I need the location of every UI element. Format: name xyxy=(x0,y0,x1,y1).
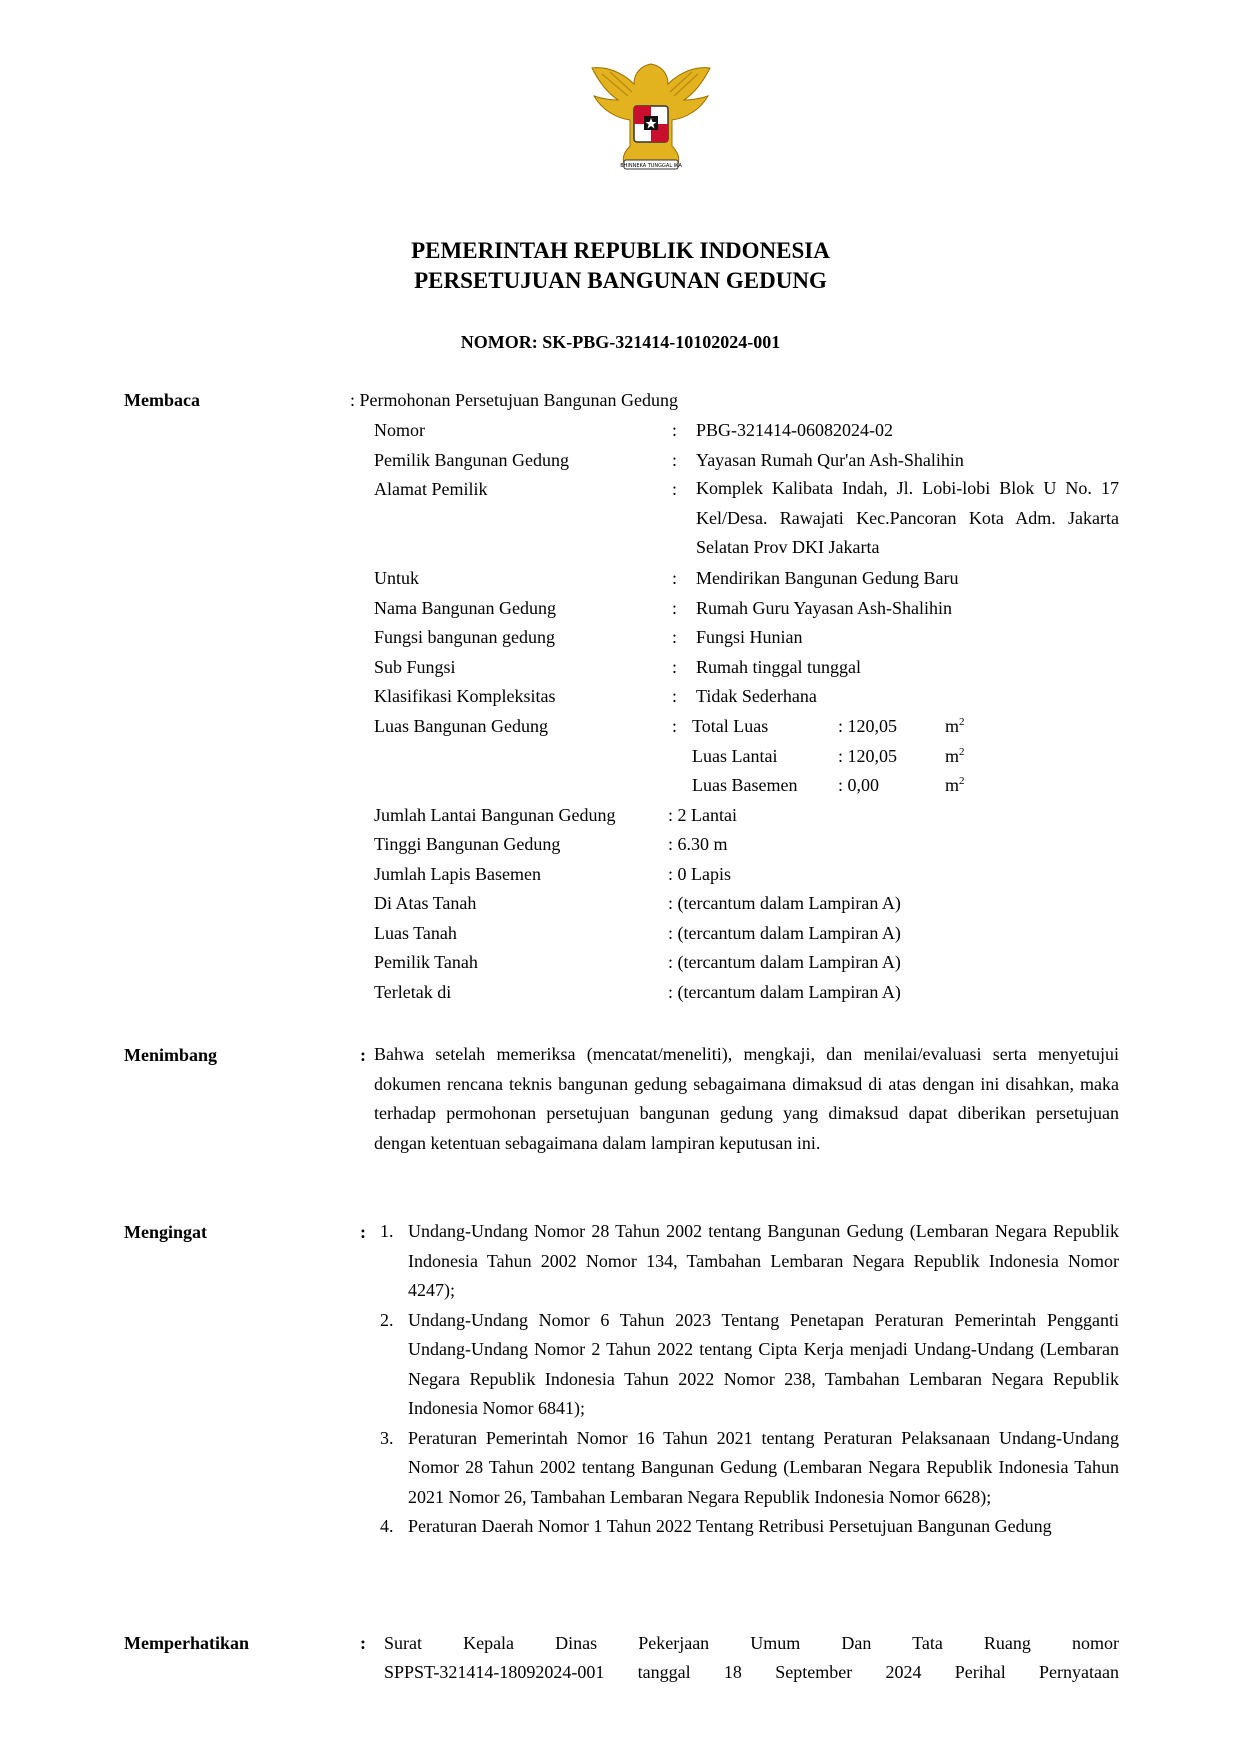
list-item: 4. Peraturan Daerah Nomor 1 Tahun 2022 Tentang Retribusi Persetujuan Bangunan Gedung xyxy=(380,1516,1052,1536)
field-label: Fungsi bangunan gedung xyxy=(374,627,555,647)
list-item: 3. Peraturan Pemerintah Nomor 16 Tahun 2021 tentang Peraturan Pelaksanaan Undang-Undang Nomor 28 Tahun 2002 tentang Bangunan Gedung (Lembaran Negara Republik Indonesia Tahun 2021 Nomor 26, Tambahan Lembaran Negara Republik Indonesia Nomor 6628); xyxy=(380,1427,1119,1507)
field-value: : 2 Lantai xyxy=(668,805,737,825)
luas-value: : 0,00 xyxy=(838,775,880,795)
document-title xyxy=(0,236,1241,296)
field-value: Tidak Sederhana xyxy=(696,686,817,706)
list-item: 1. Undang-Undang Nomor 28 Tahun 2002 tentang Bangunan Gedung (Lembaran Negara Republik Indonesia Tahun 2002 Nomor 134, Tambahan Lembaran Negara Republik Indonesia Nomor 4247); xyxy=(380,1221,1119,1300)
luas-unit: $m^2$ xyxy=(945,775,965,795)
field-value: : (tercantum dalam Lampiran A) xyxy=(668,893,901,913)
luas-value: : 120,05 xyxy=(838,746,898,766)
garuda-emblem-icon xyxy=(588,60,714,178)
menimbang-text: Bahwa setelah memeriksa (mencatat/meneliti), mengkaji, dan menilai/evaluasi serta menyetujui dokumen rencana teknis bangunan gedung sebagaimana dimaksud di atas dengan ini disahkan, maka terhadap permohonan persetujuan bangunan gedung yang dimaksud dapat diberikan persetujuan dengan ketentuan sebagaimana dalam lampiran keputusan ini. xyxy=(374,1044,1119,1153)
field-value: : 6.30 m xyxy=(668,834,728,854)
field-value: Rumah tinggal tunggal xyxy=(696,657,861,677)
section-label-menimbang: Menimbang xyxy=(124,1045,218,1065)
field-value: : (tercantum dalam Lampiran A) xyxy=(668,923,901,943)
field-label: Nomor xyxy=(374,420,425,440)
field-label: Luas Tanah xyxy=(374,923,457,943)
field-label: Tinggi Bangunan Gedung xyxy=(374,834,561,854)
mengingat-list xyxy=(380,1217,1119,1542)
section-label-mengingat: Mengingat xyxy=(124,1222,207,1242)
luas-label: Total Luas xyxy=(692,716,769,736)
field-label: Jumlah Lantai Bangunan Gedung xyxy=(374,805,616,825)
field-value: Yayasan Rumah Qur'an Ash-Shalihin xyxy=(696,450,964,470)
field-value: : (tercantum dalam Lampiran A) xyxy=(668,952,901,972)
field-label: Alamat Pemilik xyxy=(374,479,488,499)
field-value: Mendirikan Bangunan Gedung Baru xyxy=(696,568,959,588)
field-label: Nama Bangunan Gedung xyxy=(374,598,556,618)
section-label-membaca: Membaca xyxy=(124,390,200,410)
field-value: : (tercantum dalam Lampiran A) xyxy=(668,982,901,1002)
list-item: 2. Undang-Undang Nomor 6 Tahun 2023 Tentang Penetapan Peraturan Pemerintah Pengganti Undang-Undang Nomor 2 Tahun 2022 tentang Cipta Kerja menjadi Undang-Undang (Lembaran Negara Republik Indonesia Tahun 2022 Nomor 238, Tambahan Lembaran Negara Republik Indonesia Nomor 6841); xyxy=(380,1309,1119,1418)
field-value: : 0 Lapis xyxy=(668,864,731,884)
field-value: PBG-321414-06082024-02 xyxy=(696,420,893,440)
luas-value: : 120,05 xyxy=(838,716,898,736)
emblem-motto: BHINNEKA TUNGGAL IKA xyxy=(620,163,682,169)
field-label: Di Atas Tanah xyxy=(374,893,477,913)
title-line-2: PERSETUJUAN BANGUNAN GEDUNG xyxy=(414,268,827,293)
field-value-address: Komplek Kalibata Indah, Jl. Lobi-lobi Blok U No. 17 Kel/Desa. Rawajati Kec.Pancoran Kota Adm. Jakarta Selatan Prov DKI Jakarta xyxy=(696,478,1119,557)
luas-unit: $m^2$ xyxy=(945,746,965,766)
field-label: Klasifikasi Kompleksitas xyxy=(374,686,556,706)
memperhatikan-line-1: Surat Kepala Dinas Pekerjaan Umum Dan Tata Ruang nomor xyxy=(384,1633,1119,1653)
title-line-1: PEMERINTAH REPUBLIK INDONESIA xyxy=(411,238,830,263)
field-label: Terletak di xyxy=(374,982,452,1002)
section-label-memperhatikan: Memperhatikan xyxy=(124,1633,249,1653)
field-label: Untuk xyxy=(374,568,419,588)
membaca-intro: : Permohonan Persetujuan Bangunan Gedung xyxy=(350,390,678,410)
field-label: Sub Fungsi xyxy=(374,657,456,677)
field-value: Fungsi Hunian xyxy=(696,627,803,647)
field-label: Jumlah Lapis Basemen xyxy=(374,864,541,884)
luas-label: Luas Basemen xyxy=(692,775,798,795)
field-label: Pemilik Tanah xyxy=(374,952,478,972)
field-label: Luas Bangunan Gedung xyxy=(374,716,548,736)
field-label: Pemilik Bangunan Gedung xyxy=(374,450,569,470)
field-value: Rumah Guru Yayasan Ash-Shalihin xyxy=(696,598,952,618)
memperhatikan-line-2: SPPST-321414-18092024-001 tanggal 18 September 2024 Perihal Pernyataan xyxy=(384,1662,1119,1682)
luas-unit: $m^2$ xyxy=(945,716,965,736)
document-number: NOMOR: SK-PBG-321414-10102024-001 xyxy=(460,332,781,352)
luas-label: Luas Lantai xyxy=(692,746,778,766)
